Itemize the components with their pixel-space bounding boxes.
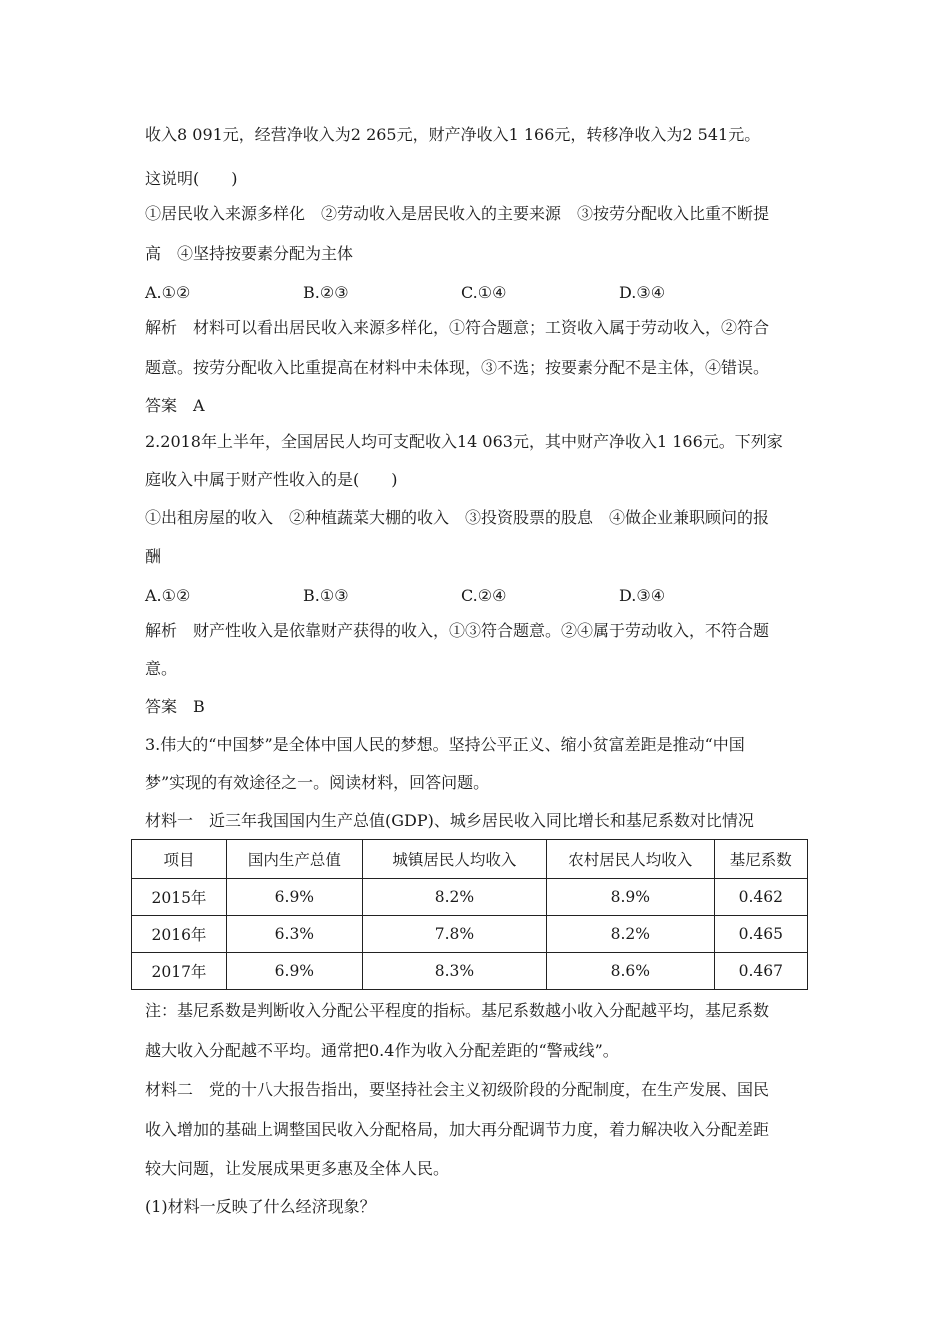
- option-c: C.②④: [461, 586, 507, 605]
- table-cell: 8.9%: [547, 879, 715, 916]
- sub-question-line: (1)材料一反映了什么经济现象？: [145, 1197, 376, 1216]
- option-b: B.①③: [303, 586, 349, 605]
- analysis-line: 意。: [145, 659, 178, 678]
- option-a: A.①②: [145, 283, 191, 302]
- table-header-cell: 基尼系数: [714, 840, 807, 879]
- table-row: [132, 953, 808, 990]
- data-table: [131, 839, 808, 990]
- table-cell: 6.3%: [226, 916, 362, 953]
- table-row: [132, 879, 808, 916]
- analysis-line: 解析 财产性收入是依靠财产获得的收入，①③符合题意。②④属于劳动收入，不符合题: [145, 621, 770, 640]
- option-a: A.①②: [145, 586, 191, 605]
- table-cell: 6.9%: [226, 879, 362, 916]
- table-cell: 2017年: [132, 953, 227, 990]
- table-row: [132, 916, 808, 953]
- table-header-cell: 城镇居民人均收入: [362, 840, 546, 879]
- table-header-cell: 国内生产总值: [226, 840, 362, 879]
- text-line: 高 ④坚持按要素分配为主体: [145, 244, 354, 263]
- table-cell: 0.465: [714, 916, 807, 953]
- answer-line: 答案 A: [145, 396, 205, 415]
- analysis-line: 解析 材料可以看出居民收入来源多样化，①符合题意；工资收入属于劳动收入，②符合: [145, 318, 770, 337]
- question-line: 庭收入中属于财产性收入的是( ): [145, 470, 398, 489]
- table-cell: 2015年: [132, 879, 227, 916]
- table-header-cell: 项目: [132, 840, 227, 879]
- table-cell: 8.2%: [547, 916, 715, 953]
- option-d: D.③④: [619, 283, 666, 302]
- table-cell: 0.462: [714, 879, 807, 916]
- question-line: 酬: [145, 547, 162, 566]
- table-cell: 0.467: [714, 953, 807, 990]
- table-header-row: [132, 840, 808, 879]
- note-line: 注：基尼系数是判断收入分配公平程度的指标。基尼系数越小收入分配越平均，基尼系数: [145, 1001, 770, 1020]
- text-line: 这说明( ): [145, 169, 238, 188]
- material-two-line: 材料二 党的十八大报告指出，要坚持社会主义初级阶段的分配制度，在生产发展、国民: [145, 1080, 770, 1099]
- question-line: 梦”实现的有效途径之一。阅读材料，回答问题。: [145, 773, 490, 792]
- question-line: 2.2018年上半年，全国居民人均可支配收入14 063元，其中财产净收入1 166元。下列家: [145, 432, 783, 451]
- option-d: D.③④: [619, 586, 666, 605]
- material-two-line: 较大问题，让发展成果更多惠及全体人民。: [145, 1159, 450, 1178]
- answer-line: 答案 B: [145, 697, 205, 716]
- material-two-line: 收入增加的基础上调整国民收入分配格局，加大再分配调节力度，着力解决收入分配差距: [145, 1120, 770, 1139]
- question-line: 3.伟大的“中国梦”是全体中国人民的梦想。坚持公平正义、缩小贫富差距是推动“中国: [145, 735, 745, 754]
- table-header-cell: 农村居民人均收入: [547, 840, 715, 879]
- table-cell: 8.3%: [362, 953, 546, 990]
- material-one-caption: 材料一 近三年我国国内生产总值(GDP)、城乡居民收入同比增长和基尼系数对比情况: [145, 811, 754, 830]
- table-cell: 2016年: [132, 916, 227, 953]
- table-cell: 6.9%: [226, 953, 362, 990]
- text-line: ①居民收入来源多样化 ②劳动收入是居民收入的主要来源 ③按劳分配收入比重不断提: [145, 204, 770, 223]
- table-cell: 8.6%: [547, 953, 715, 990]
- note-line: 越大收入分配越不平均。通常把0.4作为收入分配差距的“警戒线”。: [145, 1041, 619, 1060]
- option-c: C.①④: [461, 283, 507, 302]
- option-b: B.②③: [303, 283, 349, 302]
- table-cell: 7.8%: [362, 916, 546, 953]
- text-line: 收入8 091元，经营净收入为2 265元，财产净收入1 166元，转移净收入为2 541元。: [145, 125, 761, 144]
- analysis-line: 题意。按劳分配收入比重提高在材料中未体现，③不选；按要素分配不是主体，④错误。: [145, 358, 770, 377]
- table-cell: 8.2%: [362, 879, 546, 916]
- question-line: ①出租房屋的收入 ②种植蔬菜大棚的收入 ③投资股票的股息 ④做企业兼职顾问的报: [145, 508, 770, 527]
